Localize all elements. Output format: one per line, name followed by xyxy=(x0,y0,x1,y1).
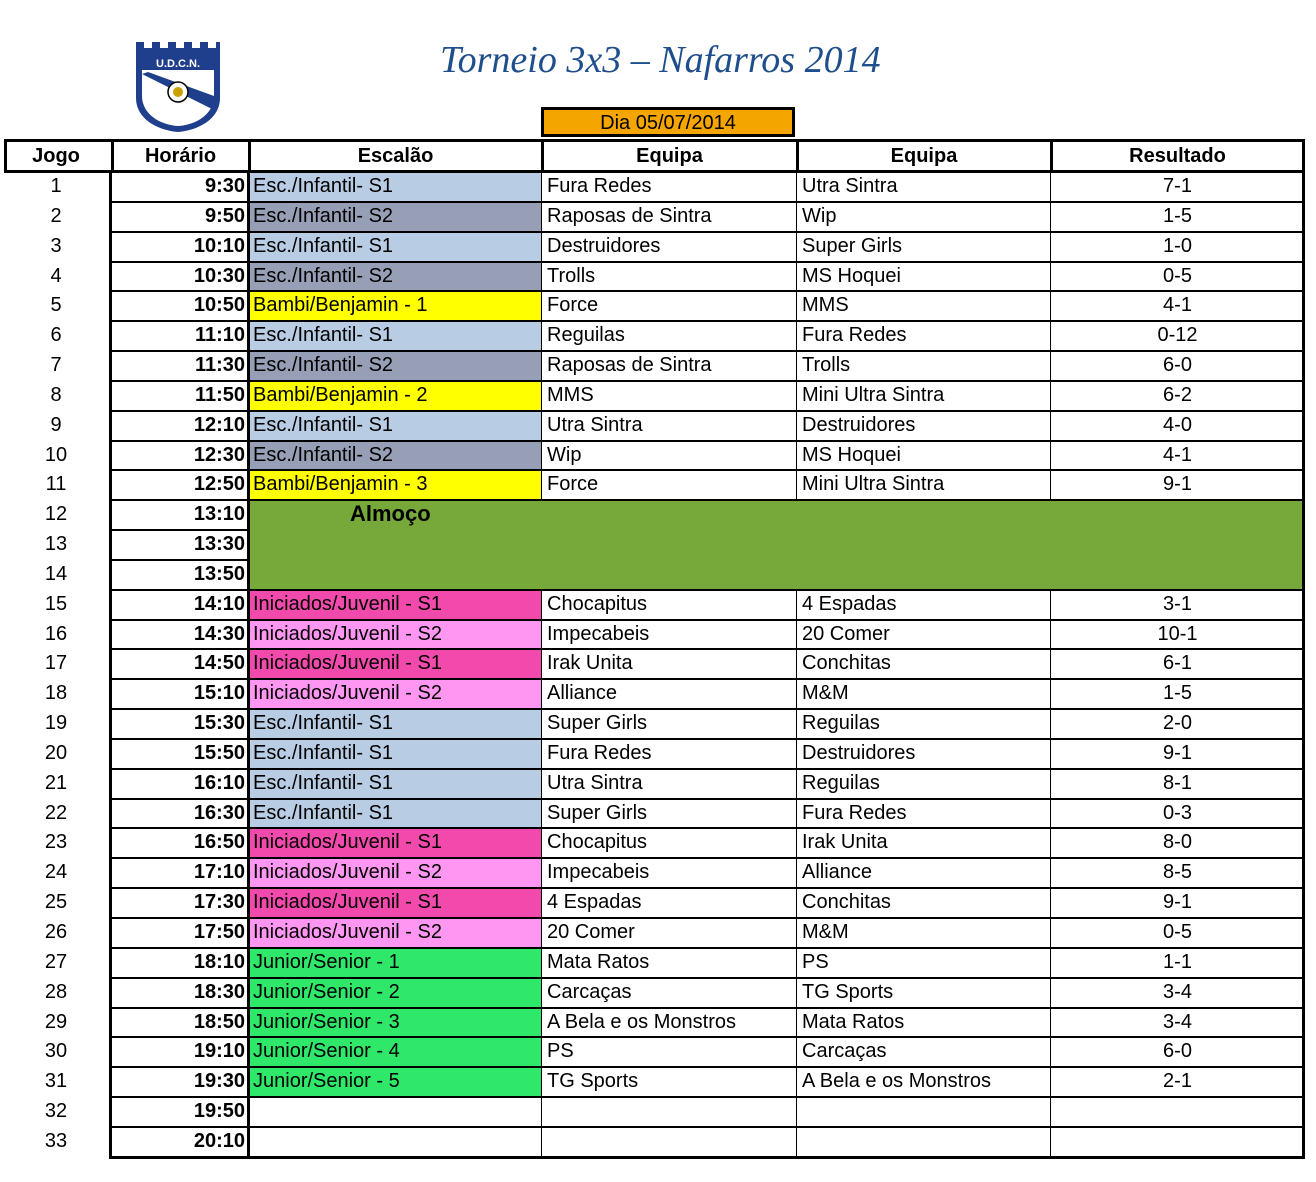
cell-resultado: 6-0 xyxy=(1163,354,1192,377)
cell-resultado: 4-0 xyxy=(1163,413,1192,436)
grid-line xyxy=(796,139,799,173)
cell-resultado: 8-5 xyxy=(1163,861,1192,884)
cell-hora: 11:30 xyxy=(194,354,245,377)
cell-jogo: 14 xyxy=(44,562,68,585)
grid-line xyxy=(112,469,1304,471)
grid-line xyxy=(796,589,797,1156)
cell-resultado: 6-1 xyxy=(1163,652,1192,675)
cell-equipa1: Alliance xyxy=(547,682,618,705)
grid-line xyxy=(112,619,1304,621)
cell-equipa1: Carcaças xyxy=(547,980,632,1003)
cell-resultado: 10-1 xyxy=(1157,622,1198,645)
cell-hora: 14:50 xyxy=(193,652,245,675)
grid-line xyxy=(247,171,250,1158)
header-equipa1: Equipa xyxy=(636,145,703,167)
cell-hora: 14:30 xyxy=(193,622,245,645)
grid-line xyxy=(796,171,797,499)
cell-equipa1: Irak Unita xyxy=(547,652,633,675)
cell-jogo: 13 xyxy=(44,533,68,556)
cell-equipa1: Utra Sintra xyxy=(547,771,643,794)
header-horario: Horário xyxy=(144,145,217,167)
cell-escalao: Bambi/Benjamin - 3 xyxy=(249,470,542,500)
grid-line xyxy=(1050,139,1053,173)
cell-escalao: Esc./Infantil- S1 xyxy=(249,172,542,202)
cell-equipa2: Carcaças xyxy=(802,1040,887,1063)
cell-equipa2: Conchitas xyxy=(802,891,891,914)
cell-hora: 15:50 xyxy=(193,741,245,764)
grid-line xyxy=(112,499,1304,501)
cell-jogo: 21 xyxy=(44,771,68,794)
cell-equipa1: MMS xyxy=(547,383,594,406)
cell-equipa1: Wip xyxy=(547,443,582,466)
grid-line xyxy=(112,231,1304,233)
cell-resultado: 1-0 xyxy=(1163,234,1192,257)
grid-line xyxy=(541,171,542,499)
cell-resultado: 0-12 xyxy=(1157,324,1198,347)
grid-line xyxy=(112,857,1304,859)
cell-hora: 19:30 xyxy=(193,1070,245,1093)
cell-jogo: 17 xyxy=(44,652,68,675)
cell-escalao: Iniciados/Juvenil - S1 xyxy=(249,590,542,620)
grid-line xyxy=(112,410,1304,412)
cell-equipa1: Fura Redes xyxy=(547,175,652,197)
cell-equipa2: Super Girls xyxy=(802,234,903,257)
cell-equipa2: Reguilas xyxy=(802,771,880,794)
cell-equipa1: Trolls xyxy=(547,264,596,287)
cell-escalao: Iniciados/Juvenil - S2 xyxy=(249,620,542,650)
grid-line xyxy=(112,380,1304,382)
cell-equipa2: TG Sports xyxy=(802,980,894,1003)
cell-jogo: 32 xyxy=(44,1100,68,1123)
cell-resultado: 0-5 xyxy=(1163,921,1192,943)
cell-equipa1: 20 Comer xyxy=(547,921,635,943)
grid-line xyxy=(541,589,542,1156)
grid-line xyxy=(112,947,1304,949)
cell-jogo: 5 xyxy=(50,294,62,317)
grid-line xyxy=(112,768,1304,770)
cell-hora: 19:50 xyxy=(193,1100,245,1123)
cell-jogo: 22 xyxy=(44,801,68,824)
cell-hora: 17:10 xyxy=(193,861,245,884)
grid-line xyxy=(4,139,7,173)
grid-line xyxy=(112,589,1304,591)
cell-escalao: Iniciados/Juvenil - S1 xyxy=(249,828,542,858)
cell-jogo: 11 xyxy=(45,473,67,496)
cell-hora: 9:50 xyxy=(204,204,245,227)
cell-jogo: 8 xyxy=(50,383,62,406)
cell-escalao: Esc./Infantil- S2 xyxy=(249,262,542,292)
grid-line xyxy=(248,139,251,173)
cell-jogo: 1 xyxy=(50,175,62,197)
cell-hora: 15:10 xyxy=(193,682,245,705)
cell-resultado: 4-1 xyxy=(1163,443,1192,466)
cell-resultado: 8-1 xyxy=(1163,771,1192,794)
cell-equipa2: Irak Unita xyxy=(802,831,888,854)
grid-line xyxy=(112,350,1304,352)
cell-resultado: 0-5 xyxy=(1163,264,1192,287)
cell-equipa1: Force xyxy=(547,473,599,496)
grid-line xyxy=(112,290,1304,292)
cell-escalao: Esc./Infantil- S2 xyxy=(249,441,542,471)
cell-equipa1: Raposas de Sintra xyxy=(547,354,712,377)
cell-jogo: 16 xyxy=(44,622,68,645)
cell-jogo: 33 xyxy=(44,1129,68,1152)
cell-equipa2: 20 Comer xyxy=(802,622,890,645)
cell-equipa1: A Bela e os Monstros xyxy=(547,1010,736,1033)
cell-escalao: Bambi/Benjamin - 2 xyxy=(249,381,542,411)
header-resultado: Resultado xyxy=(1129,145,1226,167)
cell-equipa1: Fura Redes xyxy=(547,741,652,764)
cell-hora: 19:10 xyxy=(193,1040,245,1063)
cell-hora: 12:50 xyxy=(193,473,245,496)
cell-escalao: Junior/Senior - 1 xyxy=(249,948,542,978)
cell-resultado: 1-5 xyxy=(1163,204,1192,227)
grid-line xyxy=(112,887,1304,889)
grid-line xyxy=(1050,171,1051,499)
cell-resultado: 8-0 xyxy=(1163,831,1192,854)
grid-line xyxy=(112,1126,1304,1128)
cell-resultado: 2-0 xyxy=(1163,712,1192,735)
cell-equipa2: Destruidores xyxy=(802,413,916,436)
cell-equipa1: Destruidores xyxy=(547,234,661,257)
cell-equipa2: Reguilas xyxy=(802,712,880,735)
cell-equipa1: Force xyxy=(547,294,599,317)
cell-jogo: 28 xyxy=(44,980,68,1003)
cell-escalao: Esc./Infantil- S2 xyxy=(249,202,542,232)
cell-escalao: Iniciados/Juvenil - S2 xyxy=(249,918,542,948)
grid-line xyxy=(112,529,249,531)
cell-hora: 10:10 xyxy=(193,234,245,257)
cell-escalao: Esc./Infantil- S1 xyxy=(249,321,542,351)
cell-equipa1: TG Sports xyxy=(547,1070,639,1093)
grid-line xyxy=(112,738,1304,740)
cell-escalao: Iniciados/Juvenil - S2 xyxy=(249,679,542,709)
grid-line xyxy=(4,139,1304,142)
cell-equipa1: 4 Espadas xyxy=(547,891,642,914)
cell-equipa2: Destruidores xyxy=(802,741,916,764)
grid-line xyxy=(4,170,1304,173)
cell-resultado: 1-1 xyxy=(1163,950,1192,973)
cell-resultado: 3-4 xyxy=(1163,1010,1192,1033)
cell-hora: 17:50 xyxy=(193,921,245,943)
grid-line xyxy=(112,977,1304,979)
cell-equipa1: PS xyxy=(547,1040,574,1063)
cell-equipa1: Super Girls xyxy=(547,801,648,824)
cell-jogo: 31 xyxy=(44,1070,68,1093)
cell-equipa2: Conchitas xyxy=(802,652,891,675)
cell-jogo: 12 xyxy=(44,503,68,526)
cell-escalao: Iniciados/Juvenil - S1 xyxy=(249,649,542,679)
cell-escalao: Esc./Infantil- S2 xyxy=(249,351,542,381)
grid-line xyxy=(112,1036,1304,1038)
cell-equipa1: Impecabeis xyxy=(547,861,650,884)
cell-hora: 18:30 xyxy=(193,980,245,1003)
grid-line xyxy=(112,827,1304,829)
cell-equipa2: MMS xyxy=(802,294,849,317)
cell-resultado: 0-3 xyxy=(1163,801,1192,824)
cell-jogo: 18 xyxy=(44,682,68,705)
cell-hora: 16:50 xyxy=(193,831,245,854)
cell-jogo: 27 xyxy=(44,950,68,973)
cell-resultado: 6-0 xyxy=(1163,1040,1192,1063)
grid-line xyxy=(109,171,112,1158)
cell-jogo: 23 xyxy=(44,831,68,854)
cell-equipa2: Mata Ratos xyxy=(802,1010,905,1033)
cell-equipa2: Alliance xyxy=(802,861,873,884)
cell-equipa2: Mini Ultra Sintra xyxy=(802,383,945,406)
cell-resultado: 1-5 xyxy=(1163,682,1192,705)
grid-line xyxy=(1050,589,1051,1156)
grid-line xyxy=(112,201,1304,203)
cell-hora: 12:10 xyxy=(193,413,245,436)
grid-line xyxy=(112,708,1304,710)
grid-line xyxy=(112,1096,1304,1098)
cell-escalao: Esc./Infantil- S1 xyxy=(249,739,542,769)
cell-escalao: Bambi/Benjamin - 1 xyxy=(249,291,542,321)
cell-jogo: 29 xyxy=(44,1010,68,1033)
cell-equipa1: Utra Sintra xyxy=(547,413,643,436)
grid-line xyxy=(112,917,1304,919)
cell-jogo: 4 xyxy=(50,264,62,287)
cell-escalao: Junior/Senior - 2 xyxy=(249,978,542,1008)
grid-line xyxy=(112,320,1304,322)
cell-jogo: 7 xyxy=(50,354,62,377)
grid-line xyxy=(112,678,1304,680)
cell-resultado: 9-1 xyxy=(1163,473,1192,496)
cell-equipa1: Raposas de Sintra xyxy=(547,204,712,227)
cell-equipa2: Wip xyxy=(802,204,837,227)
logo-lettering: U.D.C.N. xyxy=(156,58,200,70)
cell-escalao: Junior/Senior - 4 xyxy=(249,1037,542,1067)
grid-line xyxy=(112,440,1304,442)
cell-jogo: 9 xyxy=(50,413,62,436)
cell-hora: 13:10 xyxy=(193,503,245,526)
grid-line xyxy=(109,1156,1305,1159)
cell-equipa2: Trolls xyxy=(802,354,851,377)
cell-hora: 11:10 xyxy=(194,324,245,347)
cell-hora: 13:30 xyxy=(193,533,245,556)
cell-hora: 14:10 xyxy=(193,592,245,615)
cell-equipa2: Fura Redes xyxy=(802,801,907,824)
header-equipa2: Equipa xyxy=(890,145,958,167)
cell-hora: 11:50 xyxy=(194,383,245,406)
cell-equipa1: Super Girls xyxy=(547,712,648,735)
cell-equipa2: MS Hoquei xyxy=(802,443,901,466)
cell-equipa1: Mata Ratos xyxy=(547,950,650,973)
cell-resultado: 4-1 xyxy=(1163,294,1192,317)
cell-jogo: 6 xyxy=(50,324,62,347)
page-title: Torneio 3x3 – Nafarros 2014 xyxy=(440,39,881,81)
cell-jogo: 20 xyxy=(44,741,68,764)
grid-line xyxy=(112,261,1304,263)
cell-jogo: 25 xyxy=(44,891,68,914)
cell-escalao: Iniciados/Juvenil - S1 xyxy=(249,888,542,918)
grid-line xyxy=(541,139,544,173)
cell-equipa1: Reguilas xyxy=(547,324,625,347)
cell-equipa2: Fura Redes xyxy=(802,324,907,347)
cell-hora: 9:30 xyxy=(204,175,245,197)
cell-resultado: 9-1 xyxy=(1163,891,1192,914)
cell-jogo: 30 xyxy=(44,1040,68,1063)
cell-escalao: Esc./Infantil- S1 xyxy=(249,232,542,262)
cell-equipa2: M&M xyxy=(802,682,849,705)
cell-jogo: 19 xyxy=(44,712,68,735)
cell-hora: 10:30 xyxy=(193,264,245,287)
cell-escalao: Esc./Infantil- S1 xyxy=(249,799,542,829)
cell-resultado: 3-4 xyxy=(1163,980,1192,1003)
cell-resultado: 7-1 xyxy=(1163,175,1192,197)
cell-equipa1: Chocapitus xyxy=(547,592,648,615)
cell-hora: 20:10 xyxy=(193,1129,245,1152)
cell-resultado: 9-1 xyxy=(1163,741,1192,764)
cell-equipa2: 4 Espadas xyxy=(802,592,897,615)
cell-hora: 18:50 xyxy=(193,1010,245,1033)
cell-jogo: 3 xyxy=(50,234,62,257)
grid-line xyxy=(112,648,1304,650)
cell-equipa2: Utra Sintra xyxy=(802,175,898,197)
cell-hora: 13:50 xyxy=(193,562,245,585)
grid-line xyxy=(111,139,114,173)
cell-escalao: Iniciados/Juvenil - S2 xyxy=(249,858,542,888)
cell-hora: 10:50 xyxy=(193,294,245,317)
cell-jogo: 26 xyxy=(44,921,68,943)
cell-jogo: 24 xyxy=(44,861,68,884)
header-escalao: Escalão xyxy=(357,145,434,167)
cell-hora: 16:30 xyxy=(193,801,245,824)
cell-hora: 16:10 xyxy=(193,771,245,794)
grid-line xyxy=(112,559,249,561)
header-jogo: Jogo xyxy=(32,145,80,167)
cell-resultado: 6-2 xyxy=(1163,383,1192,406)
cell-equipa2: M&M xyxy=(802,921,849,943)
cell-resultado: 3-1 xyxy=(1163,592,1192,615)
cell-jogo: 10 xyxy=(44,443,68,466)
club-crest-logo xyxy=(134,40,222,134)
cell-hora: 15:30 xyxy=(193,712,245,735)
cell-equipa2: Mini Ultra Sintra xyxy=(802,473,945,496)
grid-line xyxy=(112,798,1304,800)
grid-line xyxy=(112,1066,1304,1068)
cell-escalao: Junior/Senior - 5 xyxy=(249,1067,542,1097)
cell-hora: 12:30 xyxy=(193,443,245,466)
cell-escalao: Esc./Infantil- S1 xyxy=(249,769,542,799)
cell-escalao: Junior/Senior - 3 xyxy=(249,1008,542,1038)
cell-equipa1: Chocapitus xyxy=(547,831,648,854)
cell-jogo: 2 xyxy=(50,204,62,227)
cell-resultado: 2-1 xyxy=(1163,1070,1192,1093)
lunch-label: Almoço xyxy=(350,501,431,527)
cell-escalao: Esc./Infantil- S1 xyxy=(249,411,542,441)
date-label: Dia 05/07/2014 xyxy=(541,107,795,137)
cell-equipa1: Impecabeis xyxy=(547,622,650,645)
cell-hora: 17:30 xyxy=(193,891,245,914)
cell-equipa2: MS Hoquei xyxy=(802,264,901,287)
cell-equipa2: A Bela e os Monstros xyxy=(802,1070,991,1093)
cell-equipa2: PS xyxy=(802,950,829,973)
cell-escalao: Esc./Infantil- S1 xyxy=(249,709,542,739)
cell-jogo: 15 xyxy=(44,592,68,615)
cell-hora: 18:10 xyxy=(193,950,245,973)
grid-line xyxy=(112,1007,1304,1009)
